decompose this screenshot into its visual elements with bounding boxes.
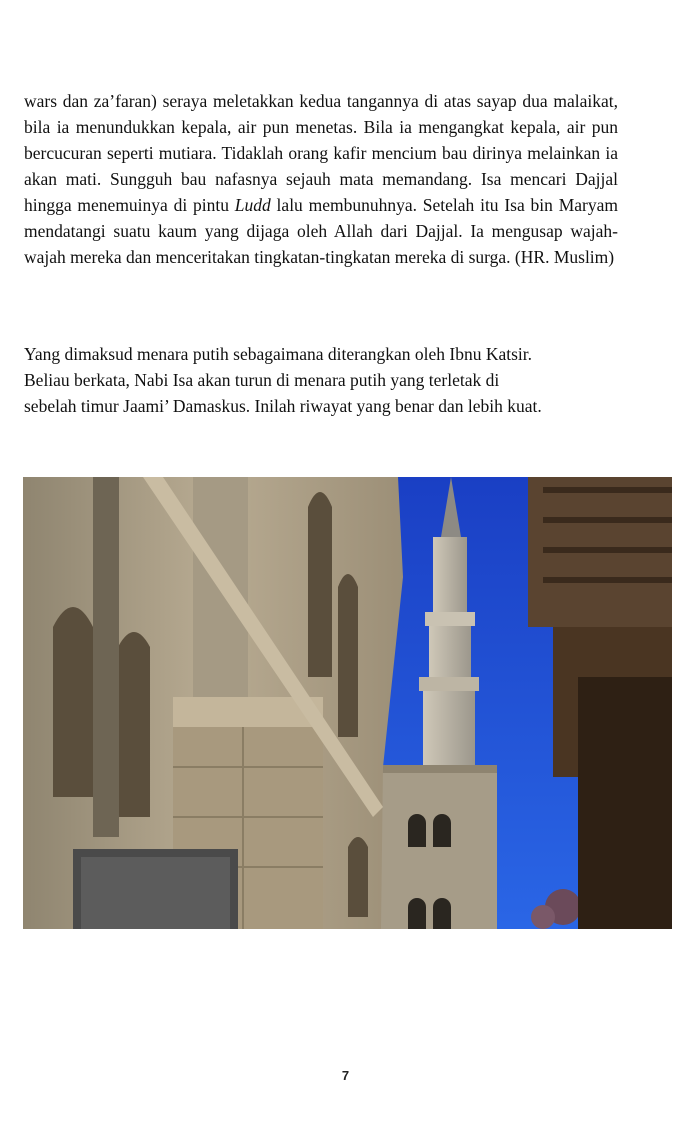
body-paragraph-1	[24, 88, 618, 270]
paragraph-2-line-3: sebelah timur Jaami’ Damaskus. Inilah riwayat yang benar dan lebih kuat.	[24, 396, 542, 416]
minaret-photo	[23, 477, 672, 929]
paragraph-1-text-b: lalu membunuhnya. Setelah itu Isa bin Maryam mendatangi suatu kaum yang dijaga oleh Allah dari Dajjal. Ia mengusap wajah-wajah mereka dan menceritakan tingkatan-tingkatan mereka di surga. (HR. Muslim)	[24, 195, 618, 267]
paragraph-2-line-1: Yang dimaksud menara putih sebagaimana diterangkan oleh Ibnu Katsir.	[24, 344, 533, 364]
paragraph-1-italic-ludd: Ludd	[234, 195, 271, 215]
body-paragraph-2	[24, 341, 618, 419]
paragraph-1-text-a: wars dan za’faran) seraya meletakkan kedua tangannya di atas sayap dua malaikat, bila ia menundukkan kepala, air pun menetas. Bila ia mengangkat kepala, air pun bercucuran seperti mutiara. Tidaklah orang kafir mencium bau dirinya melainkan ia akan mati. Sungguh bau nafasnya sejauh mata memandang. Isa mencari Dajjal hingga menemuinya di pintu	[24, 91, 618, 215]
page-number: 7	[341, 1068, 350, 1083]
paragraph-2-line-2: Beliau berkata, Nabi Isa akan turun di menara putih yang terletak di	[24, 370, 500, 390]
